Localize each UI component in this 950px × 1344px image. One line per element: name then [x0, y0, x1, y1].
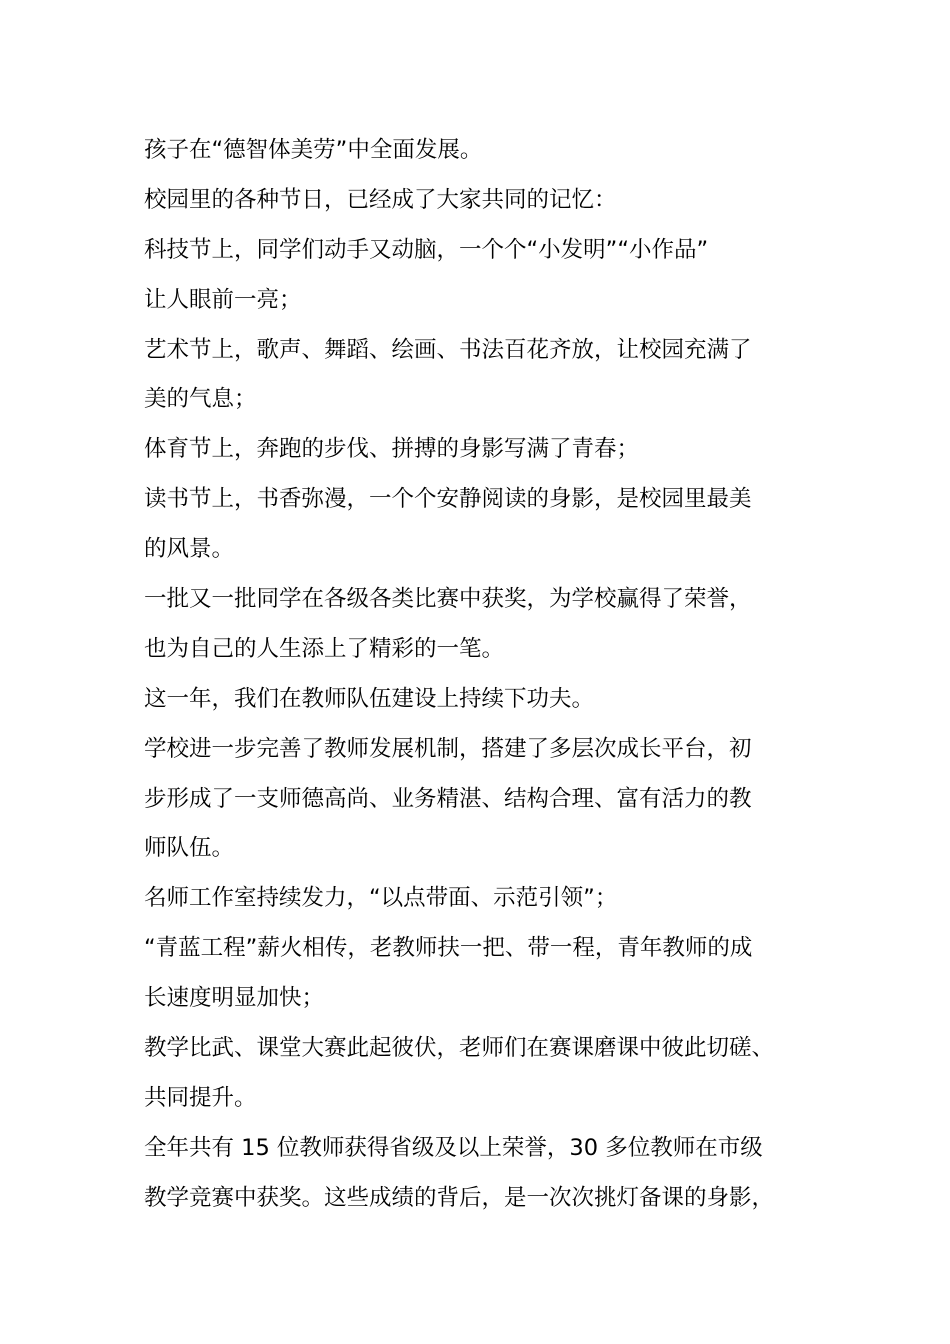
text-line: 全年共有 15 位教师获得省级及以上荣誉，30 多位教师在市级: [144, 1134, 763, 1161]
text-line: 步形成了一支师德高尚、业务精湛、结构合理、富有活力的教: [144, 785, 752, 812]
text-line: 学校进一步完善了教师发展机制，搭建了多层次成长平台，初: [144, 735, 752, 762]
text-line: 科技节上，同学们动手又动脑，一个个“小发明”“小作品”: [144, 236, 709, 263]
text-line: 美的气息；: [144, 386, 257, 413]
text-line: 教学比武、课堂大赛此起彼伏，老师们在赛课磨课中彼此切磋、: [144, 1035, 775, 1062]
text-line: 教学竞赛中获奖。这些成绩的背后，是一次次挑灯备课的身影，: [144, 1184, 775, 1211]
text-line: 孩子在“德智体美劳”中全面发展。: [144, 137, 483, 163]
text-line: 共同提升。: [144, 1084, 257, 1111]
text-line: 也为自己的人生添上了精彩的一笔。: [144, 635, 505, 662]
text-line: 的风景。: [144, 536, 235, 563]
text-line: 这一年，我们在教师队伍建设上持续下功夫。: [144, 685, 595, 712]
text-line: 艺术节上，歌声、舞蹈、绘画、书法百花齐放，让校园充满了: [144, 336, 752, 363]
text-line: “青蓝工程”薪火相传，老教师扶一把、带一程，青年教师的成: [144, 935, 753, 962]
text-line: 名师工作室持续发力，“以点带面、示范引领”；: [144, 885, 618, 912]
text-line: 校园里的各种节日，已经成了大家共同的记忆：: [144, 186, 617, 213]
text-line: 长速度明显加快；: [144, 985, 325, 1012]
text-line: 体育节上，奔跑的步伐、拼搏的身影写满了青春；: [144, 436, 640, 463]
body-text: [144, 126, 834, 1224]
text-line: 读书节上，书香弥漫，一个个安静阅读的身影，是校园里最美: [144, 486, 752, 513]
text-line: 一批又一批同学在各级各类比赛中获奖，为学校赢得了荣誉，: [144, 586, 752, 613]
text-line: 师队伍。: [144, 835, 235, 862]
text-line: 让人眼前一亮；: [144, 286, 302, 313]
